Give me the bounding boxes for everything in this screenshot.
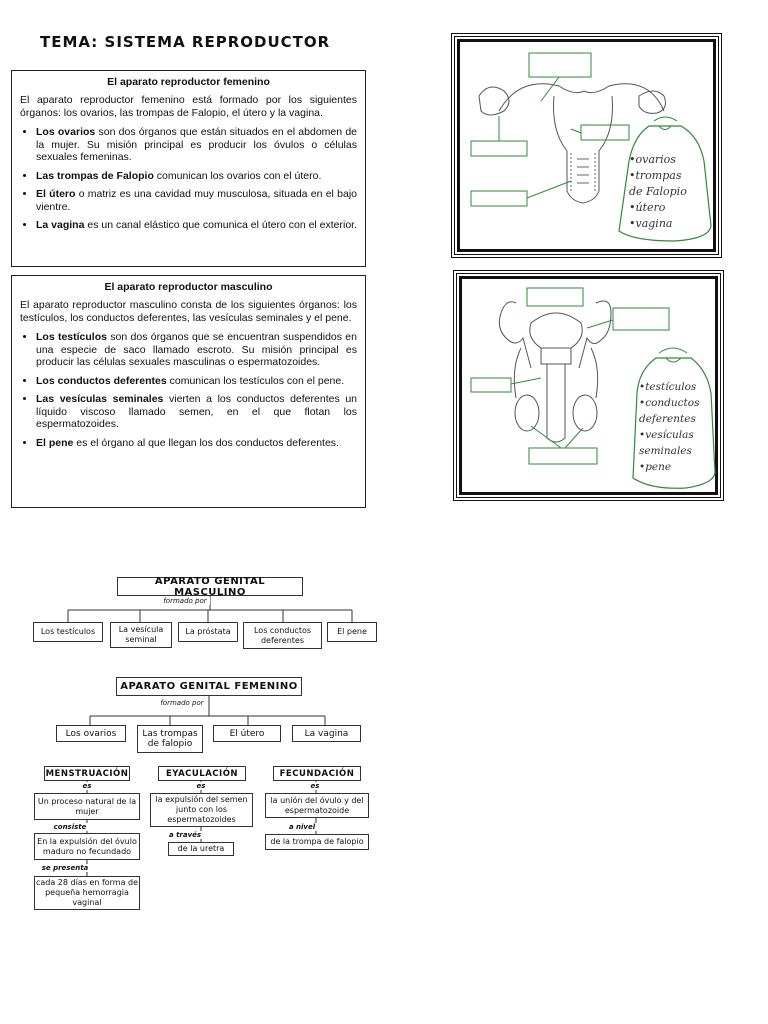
female-list-item (36, 219, 357, 232)
male-bag-words (639, 379, 699, 475)
female-bag-word: de Falopio (629, 185, 687, 198)
female-list-description: comunican los ovarios con el útero. (153, 169, 322, 182)
map-male-head: APARATO GENITAL MASCULINO (117, 577, 303, 596)
map-female-head: APARATO GENITAL FEMENINO (116, 677, 302, 696)
female-list-description: son dos órganos que están situados en el abdomen de la mujer. Su misión principal es producir los óvulos o células sexuales femeninas. (36, 126, 357, 163)
map-menstruation-n2: En la expulsión del óvulo maduro no fecundado (34, 833, 140, 860)
female-bag-word: •ovarios (629, 153, 676, 166)
map-male-node-seminal-vesicle: La vesícula seminal (110, 622, 172, 648)
map-male-node-vas-deferens: Los conductos deferentes (243, 622, 322, 649)
male-bag-word: •testículos (639, 381, 697, 393)
female-diagram-frame (451, 33, 722, 258)
male-bag-word: •pene (639, 461, 672, 473)
female-info-box (11, 70, 366, 267)
female-list-item (36, 170, 357, 183)
male-info-box (11, 275, 366, 508)
female-list-term: Los ovarios (36, 126, 96, 138)
female-bag-words (629, 152, 687, 232)
map-female-node-ovaries: Los ovarios (56, 725, 126, 742)
male-list-item (36, 393, 357, 431)
male-bag-word: •vesículas (639, 429, 694, 441)
male-list-term: Los testículos (36, 331, 107, 343)
map-male-node-penis: El pene (327, 622, 377, 642)
female-list-term: La vagina (36, 219, 85, 231)
male-list-term: Los conductos deferentes (36, 374, 167, 387)
map-fertilization-c1: es (300, 782, 330, 790)
map-menstruation-n1: Un proceso natural de la mujer (34, 793, 140, 820)
female-list-item (36, 126, 357, 164)
male-intro: El aparato reproductor masculino consta de los siguientes órganos: los testículos, los conductos deferentes, las vesículas seminales y el pene. (20, 299, 357, 324)
male-diagram-frame (453, 270, 724, 501)
male-list-term: Las vesículas seminales (36, 393, 164, 405)
female-list-description: o matriz es una cavidad muy musculosa, situada en el bajo vientre. (36, 188, 357, 213)
map-ejaculation-n1: la expulsión del semen junto con los espermatozoides (150, 793, 253, 827)
male-list-description: vierten a los conductos deferentes un líquido viscoso llamado semen, en el que flotan los espermatozoides. (36, 393, 357, 430)
map-female-connector: formado por (156, 699, 208, 707)
female-list-description: es un canal elástico que comunica el útero con el exterior. (84, 219, 358, 231)
map-female-node-vagina: La vagina (292, 725, 361, 742)
female-heading: El aparato reproductor femenino (107, 76, 270, 88)
map-fertilization-head: FECUNDACIÓN (273, 766, 361, 781)
male-bag-word: deferentes (639, 413, 696, 425)
map-male-node-prostate: La próstata (178, 622, 238, 642)
female-list-term: El útero (36, 188, 76, 200)
male-bag-word: •conductos (639, 397, 700, 409)
male-bag-word: seminales (639, 445, 692, 457)
map-ejaculation-head: EYACULACIÓN (158, 766, 246, 781)
female-bag-word: •vagina (629, 217, 673, 230)
map-ejaculation-c2: a través (166, 831, 204, 839)
map-ejaculation-n2: de la uretra (168, 842, 234, 856)
map-menstruation-c2: consiste (50, 823, 90, 831)
male-list-item (36, 375, 357, 388)
male-list-description: son dos órganos que se encuentran suspendidos en una especie de saco llamado escroto. Su misión principal es producir las células sexuales masculinas o espermatozoides. (36, 331, 357, 368)
male-list-item (36, 437, 357, 450)
map-menstruation-c3: se presenta (41, 864, 89, 872)
male-list-item (36, 331, 357, 369)
female-list-term: Las trompas de Falopio (36, 169, 154, 182)
female-bag-word: •útero (629, 201, 666, 214)
male-heading: El aparato reproductor masculino (104, 281, 273, 293)
female-bag-word: •trompas (629, 169, 682, 182)
map-female-node-fallopian: Las trompas de falopio (137, 725, 203, 753)
male-list (20, 331, 357, 449)
map-female-node-uterus: El útero (213, 725, 281, 742)
female-intro: El aparato reproductor femenino está formado por los siguientes órganos: los ovarios, las trompas de Falopio, el útero y la vagina. (20, 94, 357, 119)
map-fertilization-n2: de la trompa de falopio (265, 834, 369, 850)
female-list (20, 126, 357, 232)
map-fertilization-c2: a nivel (286, 823, 318, 831)
page-title: TEMA: SISTEMA REPRODUCTOR (40, 33, 331, 51)
map-ejaculation-c1: es (186, 782, 216, 790)
map-menstruation-c1: es (72, 782, 102, 790)
map-menstruation-n3: cada 28 días en forma de pequeña hemorragia vaginal (34, 876, 140, 910)
male-list-term: El pene (36, 436, 74, 449)
map-menstruation-head: MENSTRUACIÓN (44, 766, 130, 781)
female-list-item (36, 188, 357, 213)
male-list-description: es el órgano al que llegan los dos conductos deferentes. (73, 436, 339, 449)
male-list-description: comunican los testículos con el pene. (166, 374, 345, 387)
map-male-node-testicles: Los testículos (33, 622, 103, 642)
map-fertilization-n1: la unión del óvulo y del espermatozoide (265, 793, 369, 818)
map-male-connector: formado por (160, 597, 210, 605)
